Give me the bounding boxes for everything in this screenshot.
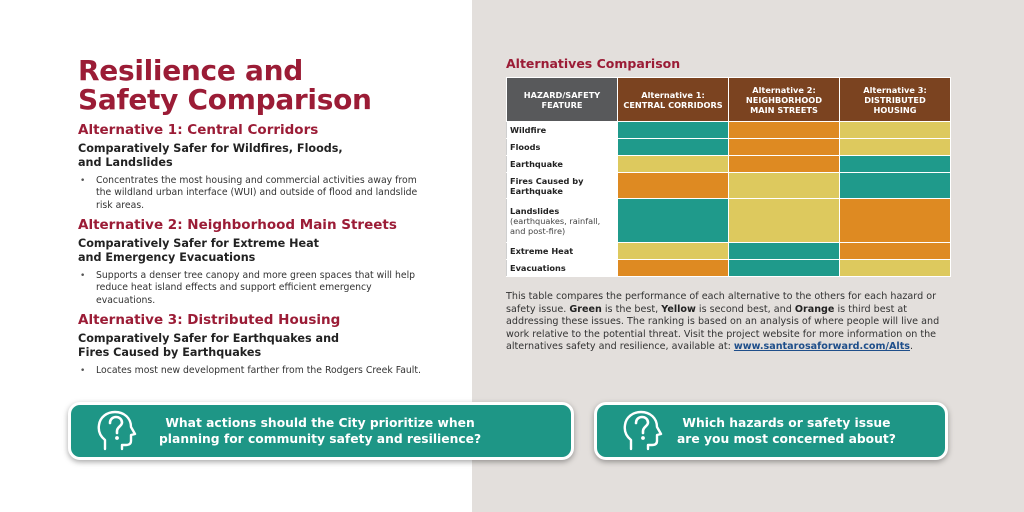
bullet-text: Locates most new development farther from the Rodgers Creek Fault.: [96, 365, 421, 376]
rating-cell-alt-2-green: [729, 243, 840, 260]
bullet-item: [78, 175, 428, 212]
rating-cell-alt-1-orange: [618, 260, 729, 277]
bullet-dot-icon: •: [80, 271, 86, 281]
page-title: [78, 56, 458, 114]
table-row: [507, 139, 951, 156]
feature-name: Landslides: [510, 205, 560, 216]
table-row: [507, 199, 951, 243]
rating-cell-alt-3-green: [840, 173, 951, 199]
desc-text: .: [910, 341, 914, 353]
feature-cell: [507, 156, 618, 173]
rating-cell-alt-3-yellow: [840, 139, 951, 156]
rating-cell-alt-1-green: [618, 139, 729, 156]
rating-cell-alt-1-green: [618, 199, 729, 243]
feature-note: (earthquakes, rainfall, and post-fire): [510, 215, 601, 236]
rating-cell-alt-3-orange: [840, 243, 951, 260]
desc-green-word: Green: [569, 303, 602, 315]
rating-cell-alt-2-orange: [729, 139, 840, 156]
desc-text: is third best at addressing these issues. The ranking is based on an analysis of where people will live and work relative to the potential threat. Visit the project website for more information on the alternatives safety and resilience, available at:: [506, 303, 940, 353]
table-header-row: [507, 78, 951, 122]
feature-name: Extreme Heat: [510, 246, 574, 256]
column-header-alt-2: Alternative 2: NEIGHBORHOOD MAIN STREETS: [729, 78, 840, 122]
subheading-line: Comparatively Safer for Earthquakes and: [78, 332, 340, 345]
feature-name: Wildfire: [510, 125, 547, 135]
feature-name: Earthquake: [510, 159, 563, 169]
rating-cell-alt-3-yellow: [840, 260, 951, 277]
alternative-heading: Alternative 3: Distributed Housing: [78, 312, 341, 328]
subheading-line: Comparatively Safer for Extreme Heat: [78, 237, 320, 250]
subheading-line: and Landslides: [78, 156, 173, 169]
feature-cell: [507, 260, 618, 277]
rating-cell-alt-1-yellow: [618, 156, 729, 173]
desc-text: This table compares the performance of each alternative to the others for each hazard or safety issue.: [506, 291, 937, 315]
bullet-text: Concentrates the most housing and commercial activities away from the wildland urban interface (WUI) and outside of flood and landslide risk areas.: [96, 175, 418, 211]
alternative-subheading: [78, 237, 368, 265]
rating-cell-alt-3-orange: [840, 199, 951, 243]
feature-cell: [507, 243, 618, 260]
table-row: [507, 122, 951, 139]
subheading-line: Comparatively Safer for Wildfires, Floods,: [78, 142, 343, 155]
bullet-dot-icon: •: [80, 176, 86, 186]
desc-text: is the best,: [601, 303, 662, 315]
question-text: [677, 415, 896, 447]
rating-cell-alt-2-orange: [729, 122, 840, 139]
subheading-line: and Emergency Evacuations: [78, 251, 256, 264]
table-row: [507, 243, 951, 260]
alternatives-comparison-table: [506, 77, 951, 277]
feature-cell: [507, 139, 618, 156]
question-line: Which hazards or safety issue: [682, 416, 891, 430]
alternative-3-section: [78, 312, 458, 377]
table-title: Alternatives Comparison: [506, 56, 681, 71]
page-title-line-2: Safety Comparison: [78, 83, 372, 116]
feature-name: Evacuations: [510, 263, 566, 273]
rating-cell-alt-2-green: [729, 260, 840, 277]
question-text: [159, 415, 481, 447]
alternative-2-section: [78, 217, 458, 307]
alternative-heading: Alternative 2: Neighborhood Main Streets: [78, 217, 397, 233]
rating-cell-alt-3-yellow: [840, 122, 951, 139]
desc-yellow-word: Yellow: [661, 303, 696, 315]
feature-name: Floods: [510, 142, 541, 152]
table-description: [506, 291, 946, 354]
feature-cell: [507, 173, 618, 199]
page-title-line-1: Resilience and: [78, 54, 303, 87]
feature-name: Fires Caused by Earthquake: [510, 175, 584, 196]
head-question-icon: [93, 409, 137, 453]
table-row: [507, 173, 951, 199]
desc-text: is second best, and: [695, 303, 795, 315]
rating-cell-alt-1-orange: [618, 173, 729, 199]
table-row: [507, 260, 951, 277]
alternative-subheading: [78, 332, 368, 360]
head-question-icon: [619, 409, 663, 453]
rating-cell-alt-1-yellow: [618, 243, 729, 260]
project-website-link[interactable]: www.santarosaforward.com/Alts: [733, 341, 910, 353]
question-line: are you most concerned about?: [677, 432, 896, 446]
question-line: planning for community safety and resilience?: [159, 432, 482, 446]
desc-orange-word: Orange: [794, 303, 835, 315]
column-header-alt-3: Alternative 3: DISTRIBUTED HOUSING: [840, 78, 951, 122]
rating-cell-alt-1-green: [618, 122, 729, 139]
column-header-alt-1: Alternative 1: CENTRAL CORRIDORS: [618, 78, 729, 122]
subheading-line: Fires Caused by Earthquakes: [78, 346, 262, 359]
rating-cell-alt-2-yellow: [729, 199, 840, 243]
bullet-text: Supports a denser tree canopy and more green spaces that will help reduce heat island effects and support efficient emergency evacuations.: [96, 270, 416, 306]
column-header-feature: HAZARD/SAFETY FEATURE: [507, 78, 618, 122]
feature-cell: [507, 199, 618, 243]
alternative-heading: Alternative 1: Central Corridors: [78, 122, 319, 138]
question-card-priorities: [68, 402, 574, 460]
feature-cell: [507, 122, 618, 139]
bullet-item: [78, 270, 428, 307]
alternative-subheading: [78, 142, 368, 170]
rating-cell-alt-3-green: [840, 156, 951, 173]
table-row: [507, 156, 951, 173]
alternative-1-section: [78, 122, 458, 212]
question-card-hazards: [594, 402, 948, 460]
bullet-item: [78, 365, 428, 377]
rating-cell-alt-2-yellow: [729, 173, 840, 199]
question-line: What actions should the City prioritize when: [165, 416, 475, 430]
bullet-dot-icon: •: [80, 366, 86, 376]
rating-cell-alt-2-orange: [729, 156, 840, 173]
